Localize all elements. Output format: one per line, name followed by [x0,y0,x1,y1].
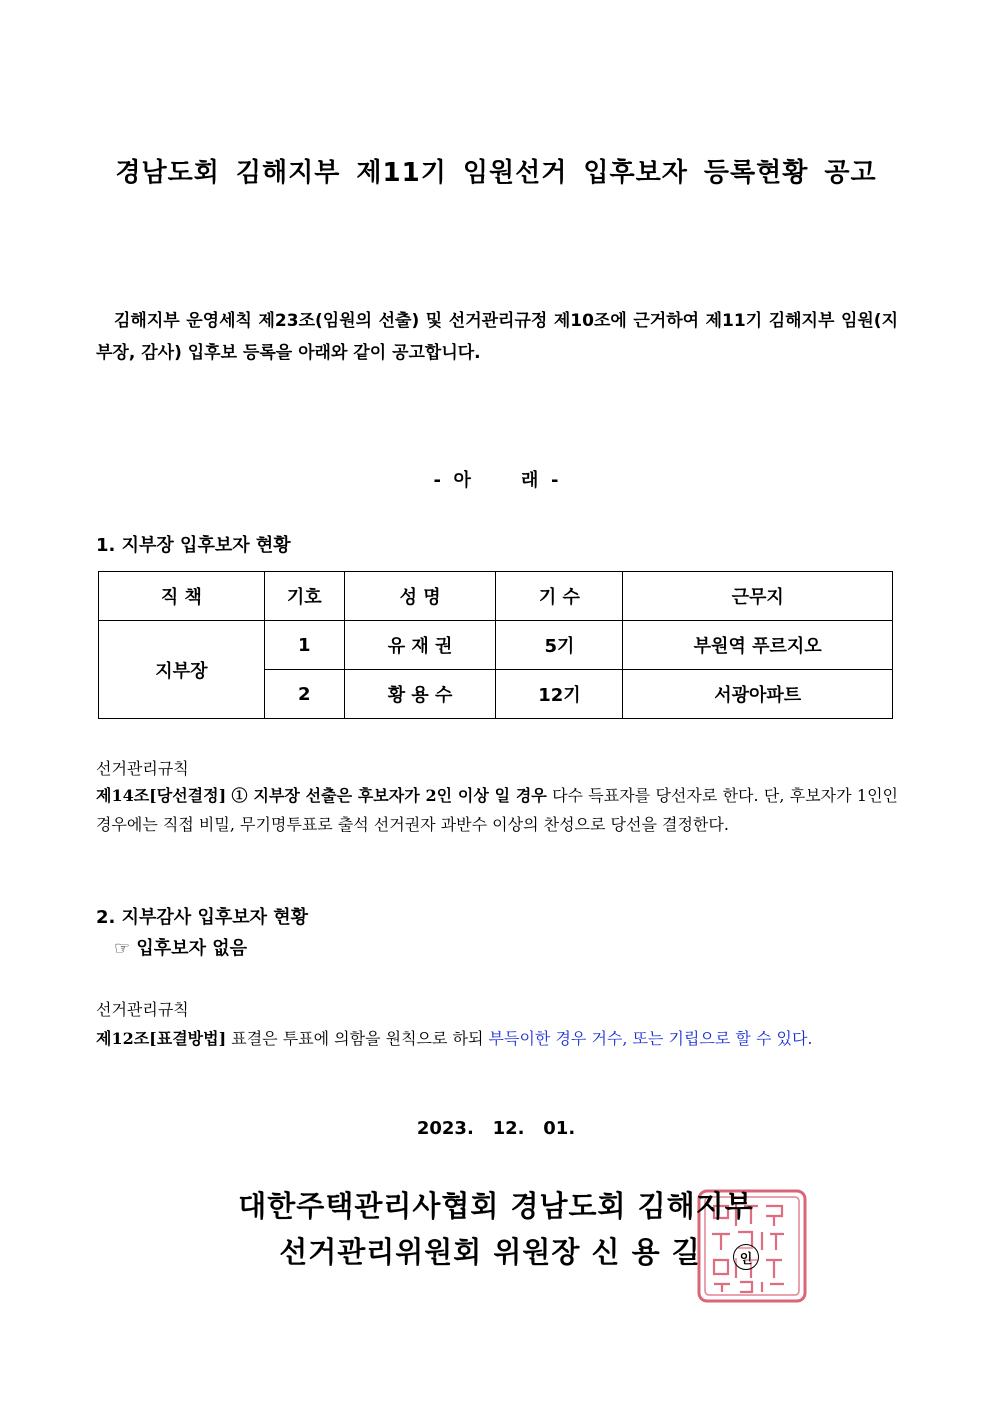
table-row [99,621,893,670]
name-cell: 유 재 권 [344,621,496,670]
rule-2-blue-text: 부득이한 경우 거수, 또는 기립으로 할 수 있다. [488,1029,813,1048]
number-cell: 1 [264,621,344,670]
table-header-row [99,572,893,621]
workplace-cell: 서광아파트 [623,670,893,719]
position-cell: 지부장 [99,621,265,719]
rule-1-rest-text: 다수 득표자를 당선자로 한다. 단, 후보자가 1인인 경우에는 직접 비밀, 무기명투표로 출석 선거권자 과반수 이상의 찬성으로 당선을 결정한다. [96,786,898,834]
rule-2-title: 선거관리규칙 [96,1000,189,1019]
number-cell: 2 [264,670,344,719]
rule-2-text [96,1024,898,1053]
rule-1-text [96,781,898,839]
candidate-table [98,571,893,719]
header-number: 기호 [264,572,344,621]
rule-1-article: 제14조[당선결정] [96,786,227,805]
rule-1-bold-text: ① 지부장 선출은 후보자가 2인 이상 일 경우 [231,786,547,805]
term-cell: 12기 [496,670,623,719]
header-workplace: 근무지 [623,572,893,621]
rule-2-article: 제12조[표결방법] [96,1029,227,1048]
rule-2-plain-text: 표결은 투표에 의함을 원칙으로 하되 [231,1029,484,1048]
intro-paragraph: 김해지부 운영세칙 제23조(임원의 선출) 및 선거관리규정 제10조에 근거하여 제11기 김해지부 임원(지부장, 감사) 입후보 등록을 아래와 같이 공고합니다. [96,311,898,363]
term-cell: 5기 [496,621,623,670]
are-heading: - 아 래 - [433,470,559,491]
workplace-cell: 부원역 푸르지오 [623,621,893,670]
section-1-heading: 1. 지부장 입후보자 현황 [96,535,291,556]
section-2-heading: 2. 지부감사 입후보자 현황 [96,907,309,928]
organization-name: 대한주택관리사협회 경남도회 김해지부 [238,1189,754,1223]
committee-chair-signature: 선거관리위원회 위원장 신 용 길 [279,1235,701,1269]
header-name: 성 명 [344,572,496,621]
name-cell: 황 용 수 [344,670,496,719]
header-term: 기 수 [496,572,623,621]
announcement-date: 2023. 12. 01. [416,1118,576,1139]
page-title: 경남도회 김해지부 제11기 임원선거 입후보자 등록현황 공고 [115,158,877,188]
rule-1-title: 선거관리규칙 [96,759,189,778]
seal-mark-icon: 인 [733,1244,759,1270]
section-2-note: ☞ 입후보자 없음 [114,938,247,959]
header-position: 직 책 [99,572,265,621]
